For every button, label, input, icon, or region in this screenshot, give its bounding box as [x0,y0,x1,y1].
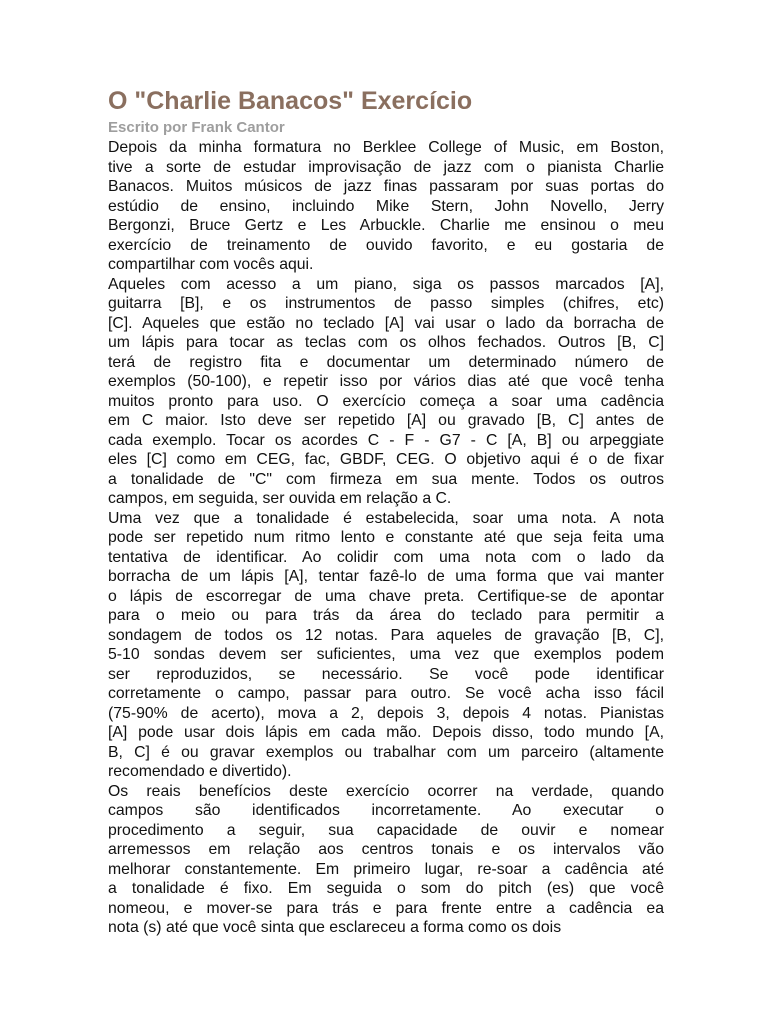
paragraph-line: Depois da minha formatura no Berklee College of Music, em Boston, [108,139,664,156]
paragraph-line: (75-90% de acerto), mova a 2, depois 3, depois 4 notas. Pianistas [108,704,664,722]
paragraph-line: B, C] é ou gravar exemplos ou trabalhar com um parceiro (altamente [108,743,664,761]
paragraph-line: a tonalidade é fixo. Em seguida o som do pitch (es) que você [108,880,664,897]
paragraph-line: terá de registro fita e documentar um determinado número de [108,353,664,371]
paragraph [108,275,664,509]
paragraph-line: em C maior. Isto deve ser repetido [A] ou gravado [B, C] antes de [108,412,664,429]
paragraph-line: tive a sorte de estudar improvisação de jazz com o pianista Charlie [108,158,664,176]
paragraph-line: borracha de um lápis [A], tentar fazê-lo de uma forma que vai manter [108,568,664,585]
paragraph-line: Os reais benefícios deste exercício ocorrer na verdade, quando [108,782,664,800]
paragraph-line: [A] pode usar dois lápis em cada mão. Depois disso, todo mundo [A, [108,724,664,741]
paragraph-line: 5-10 sondas devem ser suficientes, uma vez que exemplos podem [108,646,664,663]
paragraph-line: eles [C] como em CEG, fac, GBDF, CEG. O objetivo aqui é o de fixar [108,451,664,468]
paragraph-line: exercício de treinamento de ouvido favorito, e eu gostaria de [108,236,664,254]
paragraph-line: recomendado e divertido). [108,763,292,780]
article-body [108,138,664,938]
article-byline: Escrito por Frank Cantor [108,119,285,136]
paragraph-line: Bergonzi, Bruce Gertz e Les Arbuckle. Charlie me ensinou o meu [108,217,664,234]
paragraph-line: nota (s) até que você sinta que esclareceu a forma como os dois [108,919,562,936]
paragraph-line: [C]. Aqueles que estão no teclado [A] vai usar o lado da borracha de [108,314,664,332]
paragraph [108,509,664,782]
paragraph-line: estúdio de ensino, incluindo Mike Stern, John Novello, Jerry [108,197,664,215]
paragraph-line: muitos pronto para uso. O exercício começa a soar uma cadência [108,392,664,410]
paragraph-line: pode ser repetido num ritmo lento e constante até que seja feita uma [108,529,664,546]
paragraph-line: Banacos. Muitos músicos de jazz finas passaram por suas portas do [108,178,664,195]
paragraph-line: corretamente o campo, passar para outro. Se você acha isso fácil [108,685,664,702]
article [108,84,664,938]
paragraph-line: campos são identificados incorretamente. Ao executar o [108,802,664,819]
paragraph-line: exemplos (50-100), e repetir isso por vários dias até que você tenha [108,373,664,390]
paragraph-line: ser reproduzidos, se necessário. Se você pode identificar [108,665,664,683]
paragraph-line: arremessos em relação aos centros tonais e os intervalos vão [108,841,664,858]
paragraph-line: o lápis de escorregar de uma chave preta. Certifique-se de apontar [108,587,664,605]
article-title: O "Charlie Banacos" Exercício [108,87,473,115]
paragraph-line: Uma vez que a tonalidade é estabelecida, soar uma nota. A nota [108,509,664,527]
paragraph-line: tentativa de identificar. Ao colidir com uma nota com o lado da [108,548,664,566]
paragraph-line: cada exemplo. Tocar os acordes C - F - G7 - C [A, B] ou arpeggiate [108,431,664,449]
paragraph-line: para o meio ou para trás da área do teclado para permitir a [108,607,664,624]
paragraph-line: nomeou, e mover-se para trás e para frente entre a cadência ea [108,899,664,917]
paragraph-line: guitarra [B], e os instrumentos de passo simples (chifres, etc) [108,295,664,312]
paragraph-line: a tonalidade de "C" com firmeza em sua mente. Todos os outros [108,470,664,488]
paragraph [108,138,664,275]
paragraph-line: compartilhar com vocês aqui. [108,256,314,273]
paragraph [108,782,664,938]
paragraph-line: procedimento a seguir, sua capacidade de ouvir e nomear [108,821,664,839]
paragraph-line: um lápis para tocar as teclas com os olhos fechados. Outros [B, C] [108,334,664,351]
paragraph-line: sondagem de todos os 12 notas. Para aqueles de gravação [B, C], [108,626,664,644]
paragraph-line: Aqueles com acesso a um piano, siga os passos marcados [A], [108,275,664,293]
paragraph-line: melhorar constantemente. Em primeiro lugar, re-soar a cadência até [108,860,664,878]
paragraph-line: campos, em seguida, ser ouvida em relação a C. [108,490,452,507]
